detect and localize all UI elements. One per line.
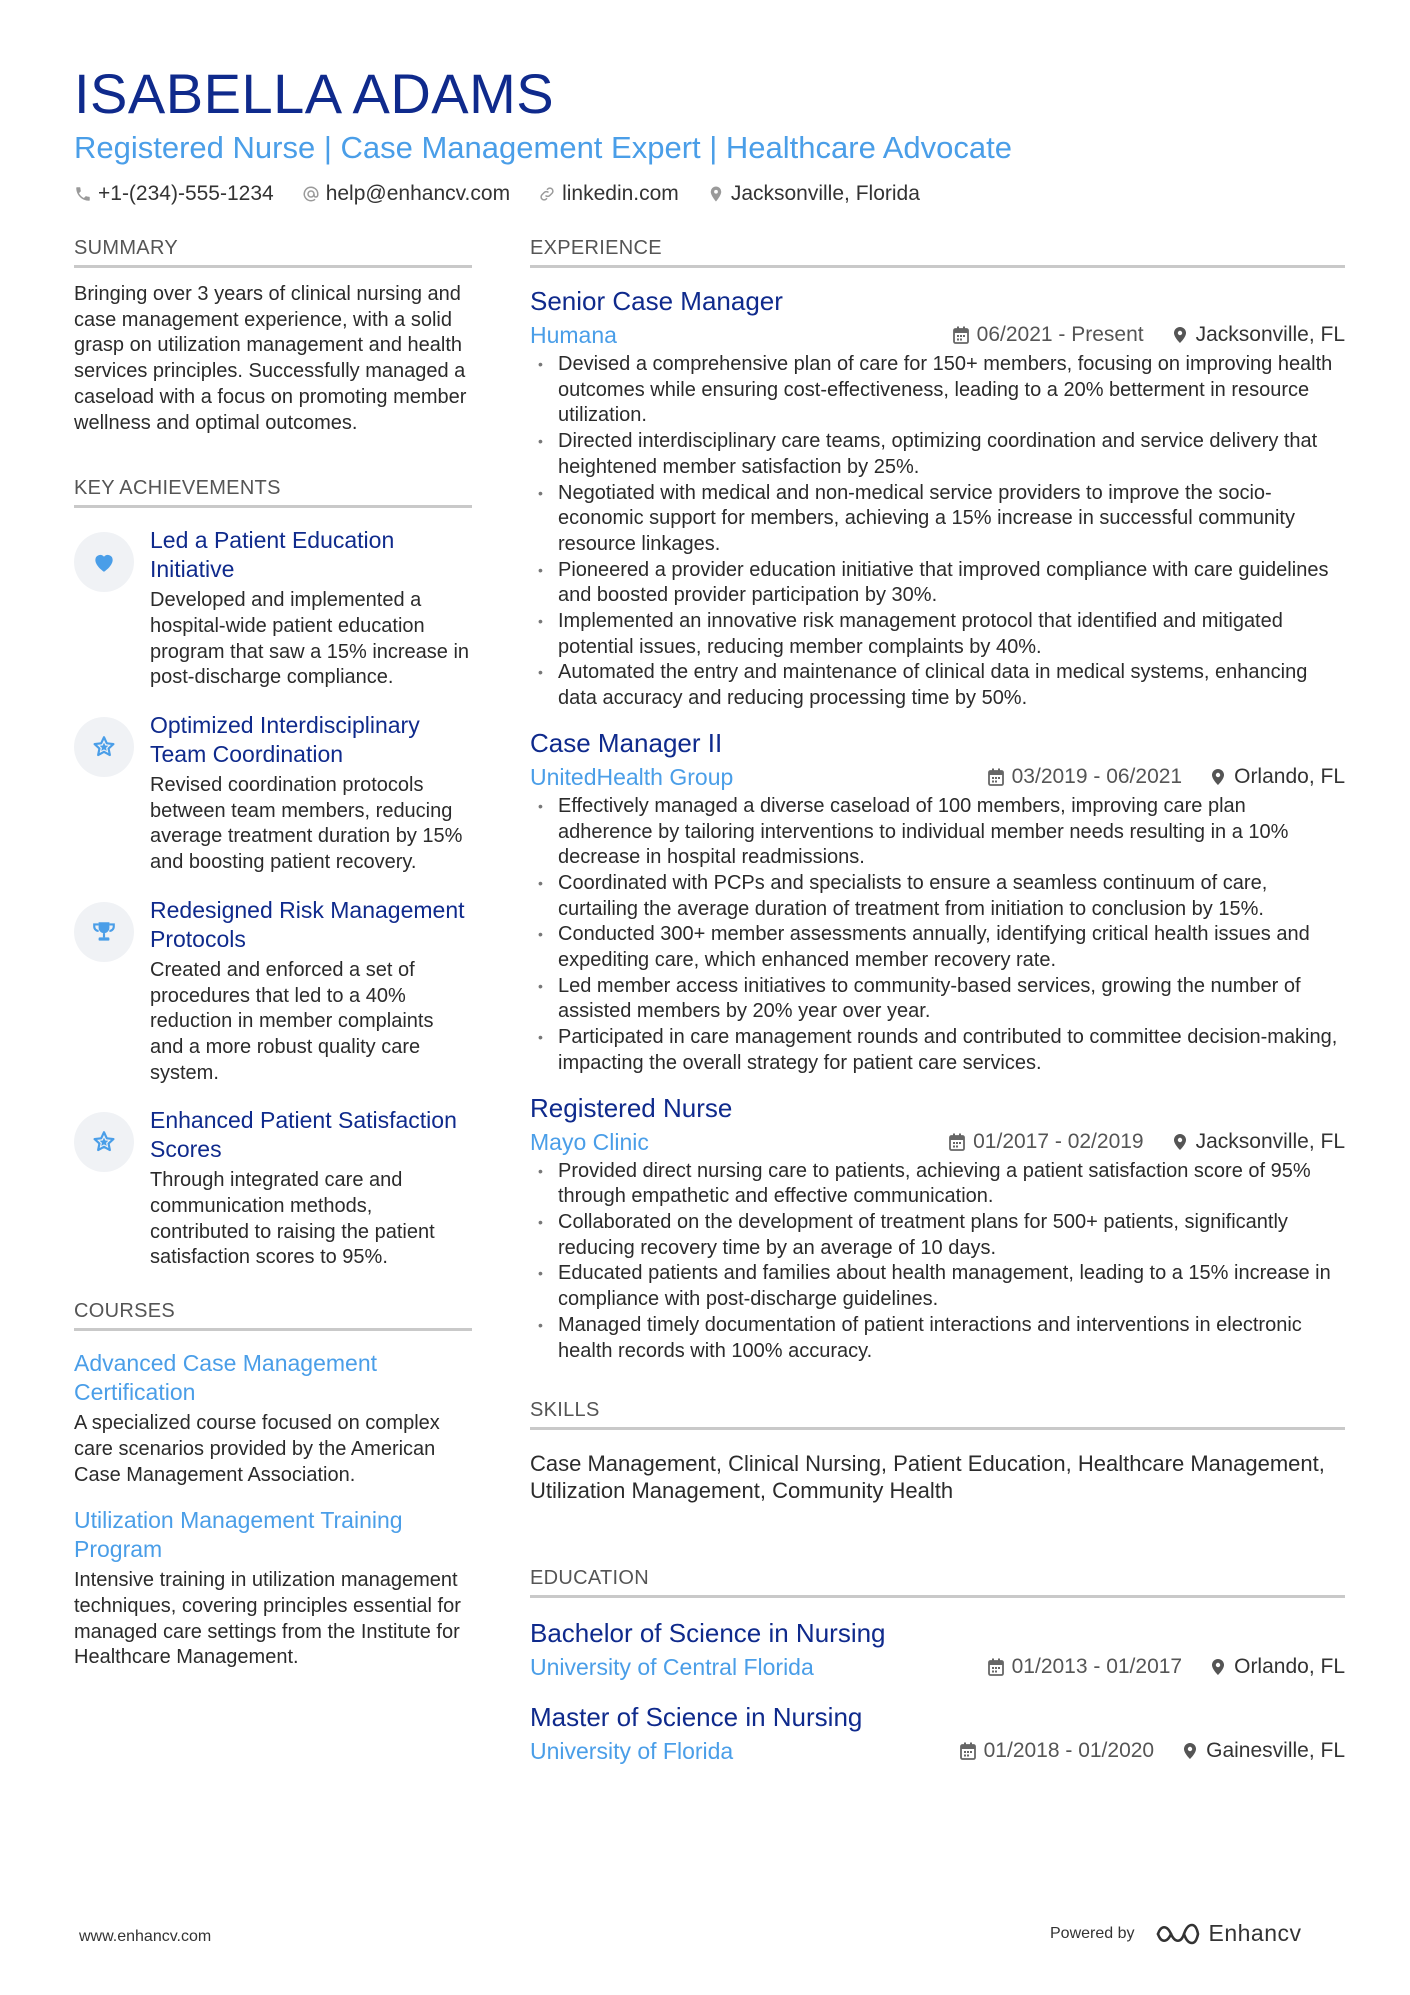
link-icon <box>538 185 556 203</box>
skills-text: Case Management, Clinical Nursing, Patient Education, Healthcare Management, Utilization Management, Community Health <box>530 1451 1325 1504</box>
experience-section <box>530 236 1345 1364</box>
contact-phone[interactable] <box>74 182 274 206</box>
powered-by-text: Powered by <box>1050 1924 1135 1942</box>
company-name: Humana <box>530 322 617 348</box>
education-section <box>530 1566 1345 1766</box>
summary-section <box>74 236 472 436</box>
company-name: UnitedHealth Group <box>530 763 734 790</box>
brand-name: Enhancv <box>1208 1920 1302 1946</box>
education-location: Gainesville, FL <box>1182 1739 1345 1763</box>
bullet-item: • Devised a comprehensive plan of care for 150+ members, focusing on improving health outcomes while ensuring cost-effectiveness, leading to a 20% betterment in resource utilization. <box>530 352 1345 429</box>
achievement-title: Led a Patient Education Initiative <box>150 527 395 583</box>
achievement-item <box>74 711 472 876</box>
education-location: Orlando, FL <box>1210 1655 1345 1679</box>
left-column <box>74 236 472 1689</box>
calendar-icon <box>960 1742 976 1760</box>
achievement-title: Enhanced Patient Satisfaction Scores <box>150 1107 457 1163</box>
achievement-item <box>74 526 472 691</box>
location-icon <box>707 185 725 203</box>
job-entry <box>530 284 1345 712</box>
bullet-item: • Conducted 300+ member assessments annually, identifying critical health issues and expediting care, which enhanced member recovery rate. <box>530 922 1345 973</box>
resume-header <box>74 62 1344 206</box>
degree-title: Bachelor of Science in Nursing <box>530 1618 886 1649</box>
achievement-text: Created and enforced a set of procedures that led to a 40% reduction in member complaints and a more robust quality care system. <box>150 958 434 1084</box>
job-title: Senior Case Manager <box>530 286 783 316</box>
education-heading: EDUCATION <box>530 1566 1345 1598</box>
bullet-item: • Managed timely documentation of patient interactions and interventions in electronic health records with 100% accuracy. <box>530 1313 1345 1364</box>
email-text: help@enhancv.com <box>325 182 511 205</box>
location-icon <box>1172 326 1188 344</box>
course-text: A specialized course focused on complex care scenarios provided by the American Case Management Association. <box>74 1412 440 1486</box>
job-bullets <box>530 352 1345 712</box>
job-location: Jacksonville, FL <box>1172 323 1345 347</box>
education-dates: 01/2018 - 01/2020 <box>960 1739 1154 1763</box>
bullet-item: • Collaborated on the development of treatment plans for 500+ patients, significantly reducing recovery time by an average of 10 days. <box>530 1210 1345 1261</box>
summary-text: Bringing over 3 years of clinical nursing and case management experience, with a solid grasp on utilization management and health services principles. Successfully managed a caseload with a focus on promoting member wellness and optimal outcomes. <box>74 283 467 434</box>
contact-linkedin[interactable] <box>538 182 679 206</box>
job-dates: 01/2017 - 02/2019 <box>949 1130 1143 1154</box>
job-location: Orlando, FL <box>1210 765 1345 789</box>
bullet-item: • Participated in care management rounds and contributed to committee decision-making, impacting the overall strategy for patient care services. <box>530 1025 1345 1076</box>
job-bullets <box>530 794 1345 1077</box>
course-item <box>74 1506 472 1671</box>
summary-heading: SUMMARY <box>74 236 472 268</box>
location-icon <box>1210 1658 1226 1676</box>
courses-section <box>74 1299 472 1671</box>
bullet-item: • Negotiated with medical and non-medical service providers to improve the socio-economic support for members, achieving a 15% increase in successful community resource linkages. <box>530 481 1345 558</box>
job-entry <box>530 726 1345 1077</box>
job-dates: 06/2021 - Present <box>953 323 1144 347</box>
bullet-item: • Provided direct nursing care to patients, achieving a patient satisfaction score of 95% through empathetic and effective communication. <box>530 1159 1345 1210</box>
bullet-item: • Effectively managed a diverse caseload of 100 members, improving care plan adherence by tailoring interventions to individual member needs resulting in a 10% decrease in hospital readmissions. <box>530 794 1345 871</box>
achievement-item <box>74 896 472 1087</box>
location-icon <box>1172 1133 1188 1151</box>
job-title: Case Manager II <box>530 727 723 758</box>
achievements-section <box>74 476 472 1271</box>
achievement-title: Optimized Interdisciplinary Team Coordination <box>150 712 420 768</box>
education-entry <box>530 1700 1345 1766</box>
achievement-text: Revised coordination protocols between team members, reducing average treatment duration by 15% and boosting patient recovery. <box>150 774 463 874</box>
achievement-text: Developed and implemented a hospital-wide patient education program that saw a 15% increase in post-discharge compliance. <box>150 589 470 689</box>
calendar-icon <box>988 768 1004 786</box>
education-dates: 01/2013 - 01/2017 <box>988 1655 1182 1679</box>
skills-heading: SKILLS <box>530 1398 1345 1430</box>
heart-icon <box>74 532 134 592</box>
at-icon <box>302 185 320 203</box>
job-location: Jacksonville, FL <box>1172 1130 1345 1154</box>
contact-location <box>707 182 920 206</box>
bullet-item: • Educated patients and families about health management, leading to a 15% increase in compliance with post-discharge guidelines. <box>530 1261 1345 1312</box>
right-column <box>530 236 1345 1780</box>
achievement-text: Through integrated care and communication methods, contributed to raising the patient satisfaction scores to 95%. <box>150 1169 435 1269</box>
phone-icon <box>74 185 92 203</box>
star-icon <box>74 717 134 777</box>
linkedin-text: linkedin.com <box>562 182 679 205</box>
enhancv-logo-icon <box>1155 1922 1201 1946</box>
footer-website[interactable]: www.enhancv.com <box>79 1928 212 1945</box>
footer-branding <box>1050 1920 1302 1947</box>
degree-title: Master of Science in Nursing <box>530 1702 863 1733</box>
candidate-headline: Registered Nurse | Case Management Expert | Healthcare Advocate <box>74 130 1012 165</box>
job-entry <box>530 1091 1345 1365</box>
phone-text: +1-(234)-555-1234 <box>98 182 274 205</box>
star-icon <box>74 1112 134 1172</box>
achievement-title: Redesigned Risk Management Protocols <box>150 896 465 952</box>
calendar-icon <box>949 1133 965 1151</box>
bullet-item: • Pioneered a provider education initiative that improved compliance with care guidelines and boosted provider participation by 30%. <box>530 558 1345 609</box>
courses-heading: COURSES <box>74 1299 472 1331</box>
school-name: University of Central Florida <box>530 1654 814 1681</box>
job-bullets <box>530 1159 1345 1365</box>
course-title: Advanced Case Management Certification <box>74 1350 378 1406</box>
location-icon <box>1210 768 1226 786</box>
experience-heading: EXPERIENCE <box>530 236 1345 268</box>
bullet-item: • Directed interdisciplinary care teams, optimizing coordination and service delivery that heightened member satisfaction by 25%. <box>530 429 1345 480</box>
education-entry <box>530 1616 1345 1682</box>
course-text: Intensive training in utilization management techniques, covering principles essential for managed care settings from the Institute for Healthcare Management. <box>74 1569 461 1669</box>
school-name: University of Florida <box>530 1738 734 1765</box>
brand-logo[interactable] <box>1155 1920 1302 1947</box>
location-text: Jacksonville, Florida <box>730 182 920 205</box>
job-dates: 03/2019 - 06/2021 <box>988 765 1182 789</box>
job-title: Registered Nurse <box>530 1092 733 1123</box>
calendar-icon <box>988 1658 1004 1676</box>
trophy-icon <box>74 902 134 962</box>
calendar-icon <box>953 326 969 344</box>
course-title: Utilization Management Training Program <box>74 1507 403 1563</box>
skills-section <box>530 1398 1345 1504</box>
bullet-item: • Led member access initiatives to community-based services, growing the number of assisted members by 20% year over year. <box>530 974 1345 1025</box>
course-item <box>74 1349 472 1488</box>
contact-email[interactable] <box>302 182 510 206</box>
candidate-name: ISABELLA ADAMS <box>74 62 555 125</box>
company-name: Mayo Clinic <box>530 1128 649 1155</box>
bullet-item: • Coordinated with PCPs and specialists to ensure a seamless continuum of care, curtailing the average duration of treatment from initiation to conclusion by 15%. <box>530 871 1345 922</box>
bullet-item: • Implemented an innovative risk management protocol that identified and mitigated potential issues, reducing member complaints by 40%. <box>530 609 1345 660</box>
achievement-item <box>74 1106 472 1271</box>
achievements-heading: KEY ACHIEVEMENTS <box>74 476 472 508</box>
location-icon <box>1182 1742 1198 1760</box>
bullet-item: • Automated the entry and maintenance of clinical data in medical systems, enhancing data accuracy and reducing processing time by 50%. <box>530 660 1345 711</box>
contact-bar <box>74 182 1344 206</box>
